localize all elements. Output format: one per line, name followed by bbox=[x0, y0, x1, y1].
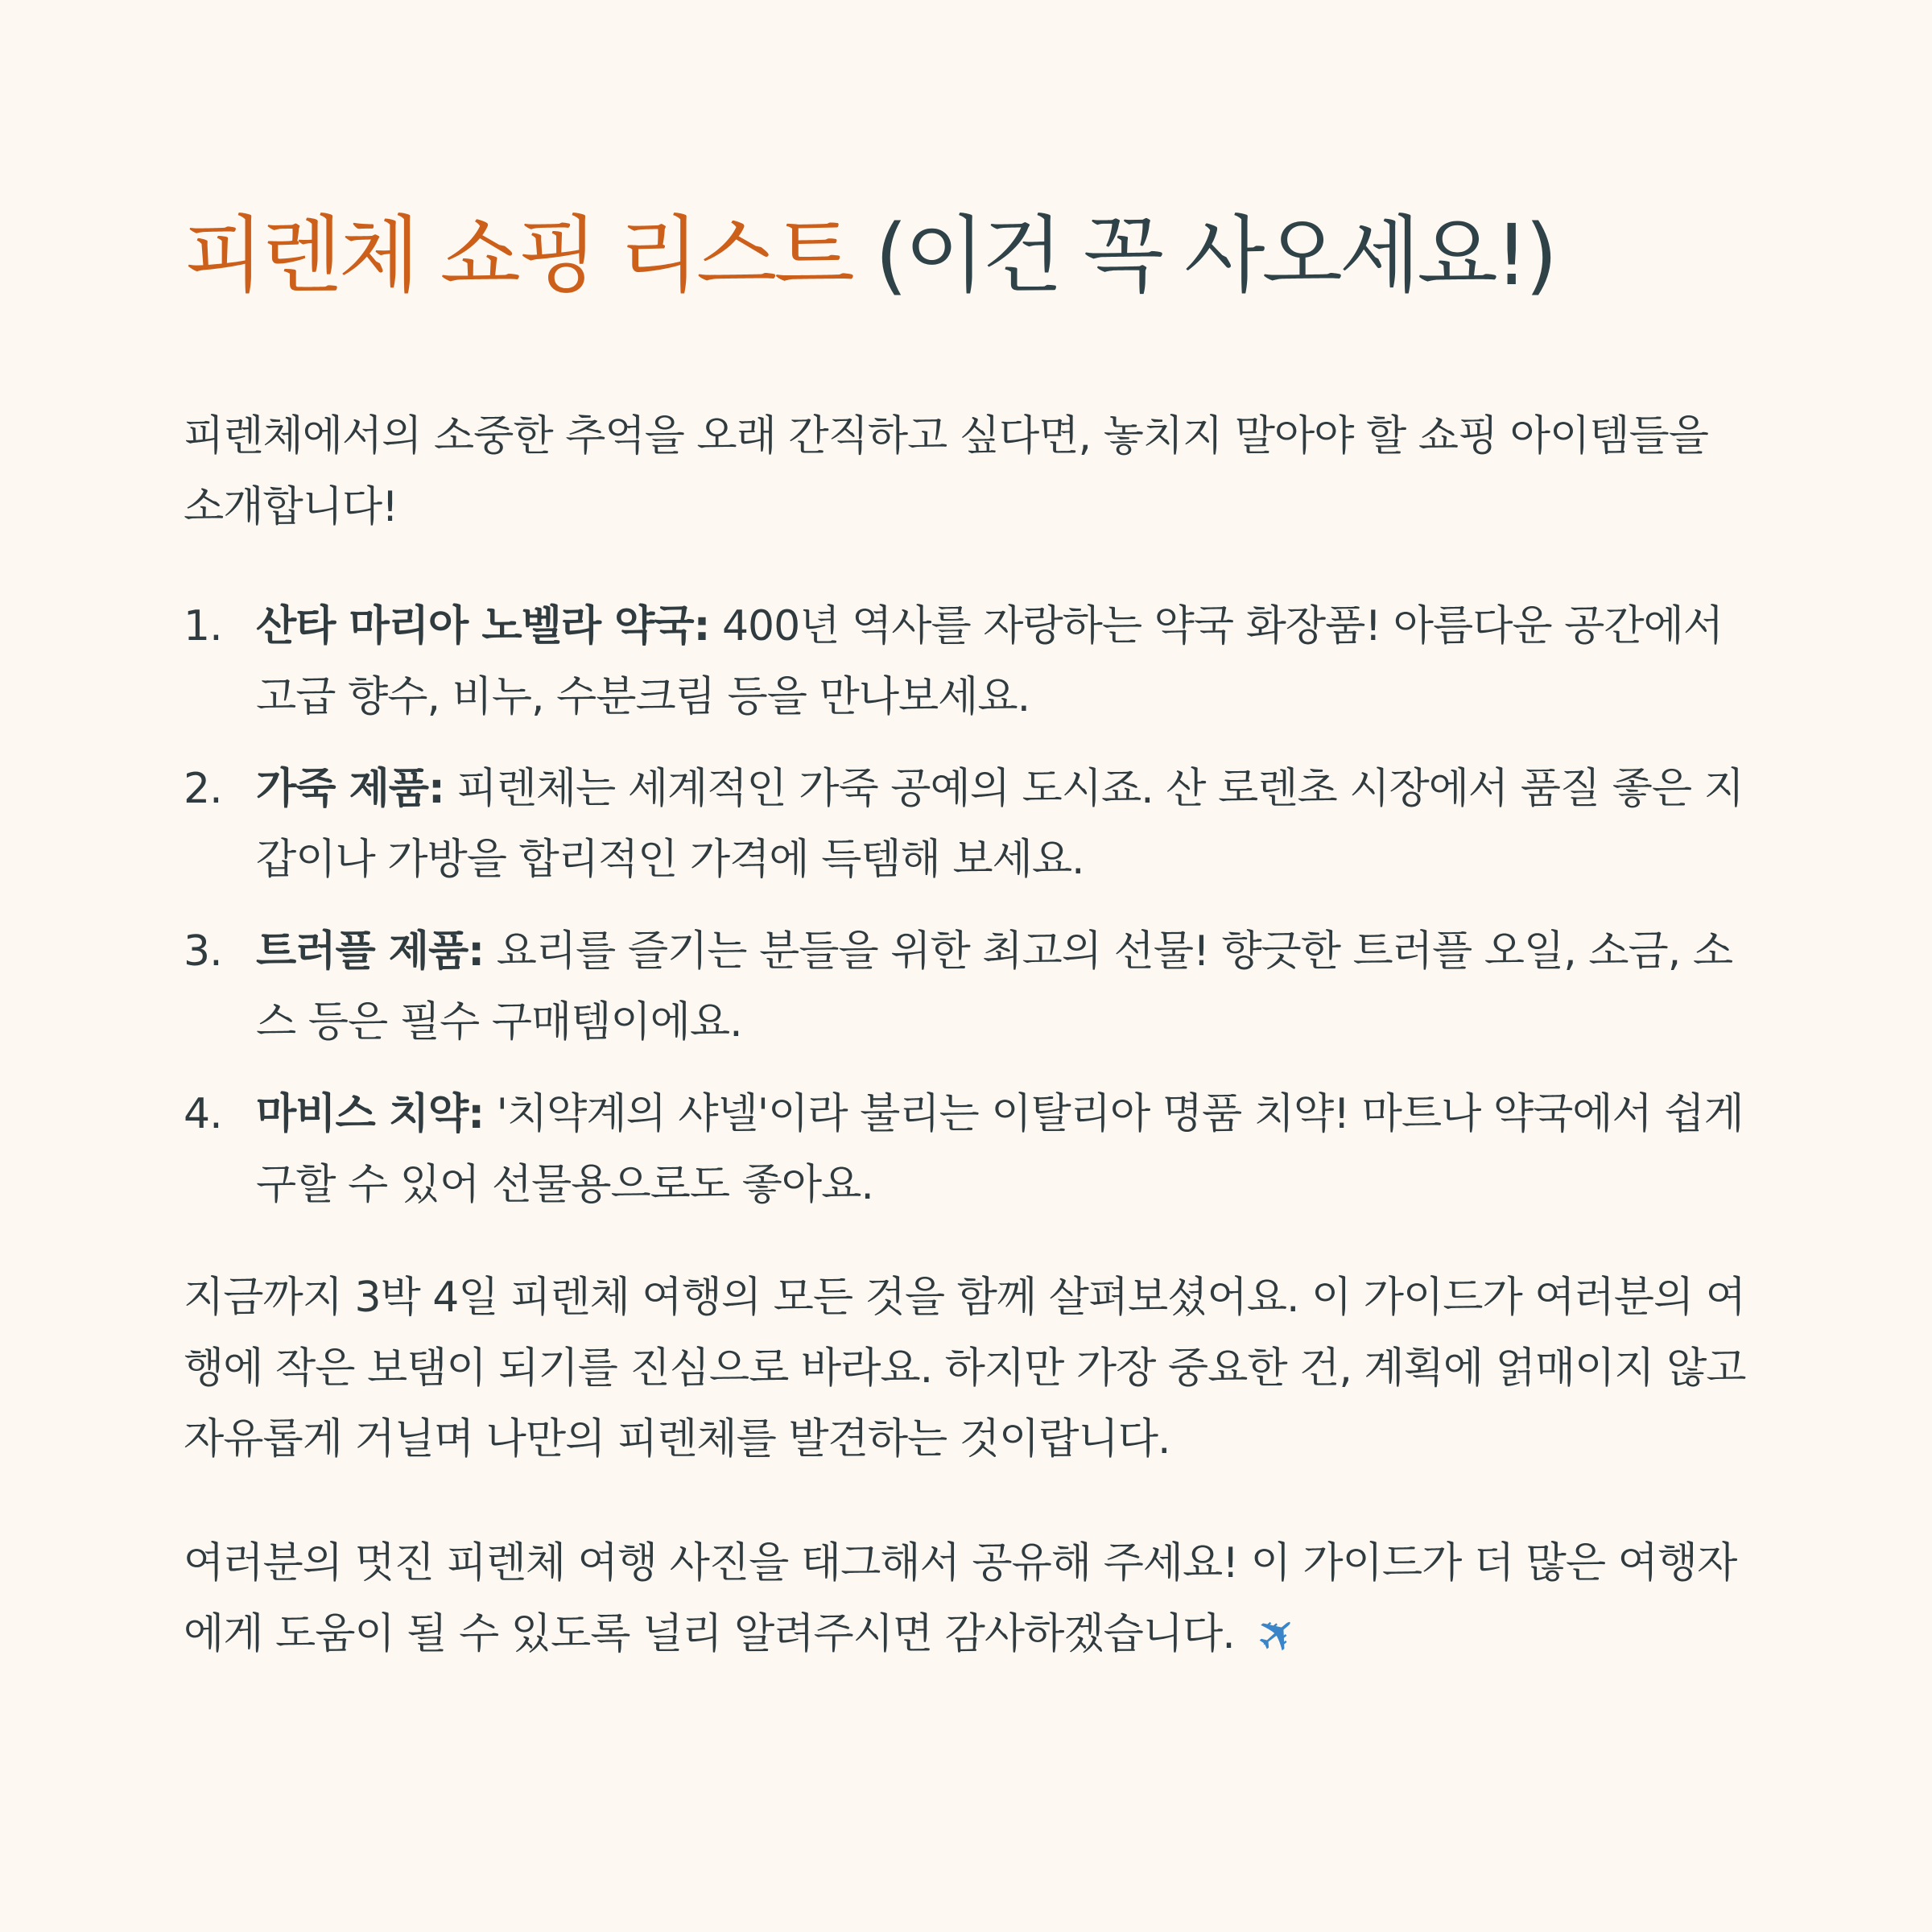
list-number: 4. bbox=[184, 1089, 222, 1138]
list-item-body bbox=[256, 591, 1751, 733]
list-item-body bbox=[256, 1079, 1751, 1220]
list-item-text: 400년 역사를 자랑하는 약국 화장품! 아름다운 공간에서 고급 향수, 비누, 수분크림 등을 만나보세요. bbox=[256, 601, 1724, 721]
list-item-title: 마비스 치약: bbox=[256, 1089, 485, 1138]
shopping-list bbox=[184, 591, 1751, 1220]
list-item-text: 피렌체는 세계적인 가죽 공예의 도시죠. 산 로렌초 시장에서 품질 좋은 지갑이나 가방을 합리적인 가격에 득템해 보세요. bbox=[256, 764, 1744, 884]
page-title bbox=[184, 205, 1751, 306]
list-item-title: 가죽 제품: bbox=[256, 764, 444, 813]
list-item bbox=[184, 916, 1751, 1058]
intro-paragraph: 피렌체에서의 소중한 추억을 오래 간직하고 싶다면, 놓치지 말아야 할 쇼핑 아이템들을 소개합니다! bbox=[184, 411, 1708, 531]
list-number: 2. bbox=[184, 764, 222, 813]
outro-paragraph: 지금까지 3박 4일 피렌체 여행의 모든 것을 함께 살펴보셨어요. 이 가이드가 여러분의 여행에 작은 보탬이 되기를 진심으로 바라요. 하지만 가장 중요한 건, 계획에 얽매이지 않고 자유롭게 거닐며 나만의 피렌체를 발견하는 것이랍니다. bbox=[184, 1273, 1746, 1463]
title-accent: 피렌체 쇼핑 리스트 bbox=[184, 206, 852, 304]
list-item-body bbox=[256, 753, 1751, 895]
airplane-icon: ✈ bbox=[1244, 1600, 1311, 1670]
share-text: 여러분의 멋진 피렌체 여행 사진을 태그해서 공유해 주세요! 이 가이드가 더 많은 여행자에게 도움이 될 수 있도록 널리 알려주시면 감사하겠습니다. bbox=[184, 1538, 1737, 1658]
list-item bbox=[184, 753, 1751, 895]
list-number: 3. bbox=[184, 927, 222, 976]
list-item bbox=[184, 591, 1751, 733]
list-number: 1. bbox=[184, 601, 222, 650]
list-item-text: '치약계의 샤넬'이라 불리는 이탈리아 명품 치약! 마트나 약국에서 쉽게 구할 수 있어 선물용으로도 좋아요. bbox=[256, 1089, 1744, 1209]
share-paragraph bbox=[184, 1528, 1751, 1670]
list-item-body bbox=[256, 916, 1751, 1058]
title-rest: (이건 꼭 사오세요!) bbox=[851, 206, 1555, 304]
list-item-title: 산타 마리아 노벨라 약국: bbox=[256, 601, 710, 650]
list-item-text: 요리를 즐기는 분들을 위한 최고의 선물! 향긋한 트러플 오일, 소금, 소스 등은 필수 구매템이에요. bbox=[256, 927, 1733, 1046]
list-item bbox=[184, 1079, 1751, 1220]
list-item-title: 트러플 제품: bbox=[256, 927, 485, 976]
